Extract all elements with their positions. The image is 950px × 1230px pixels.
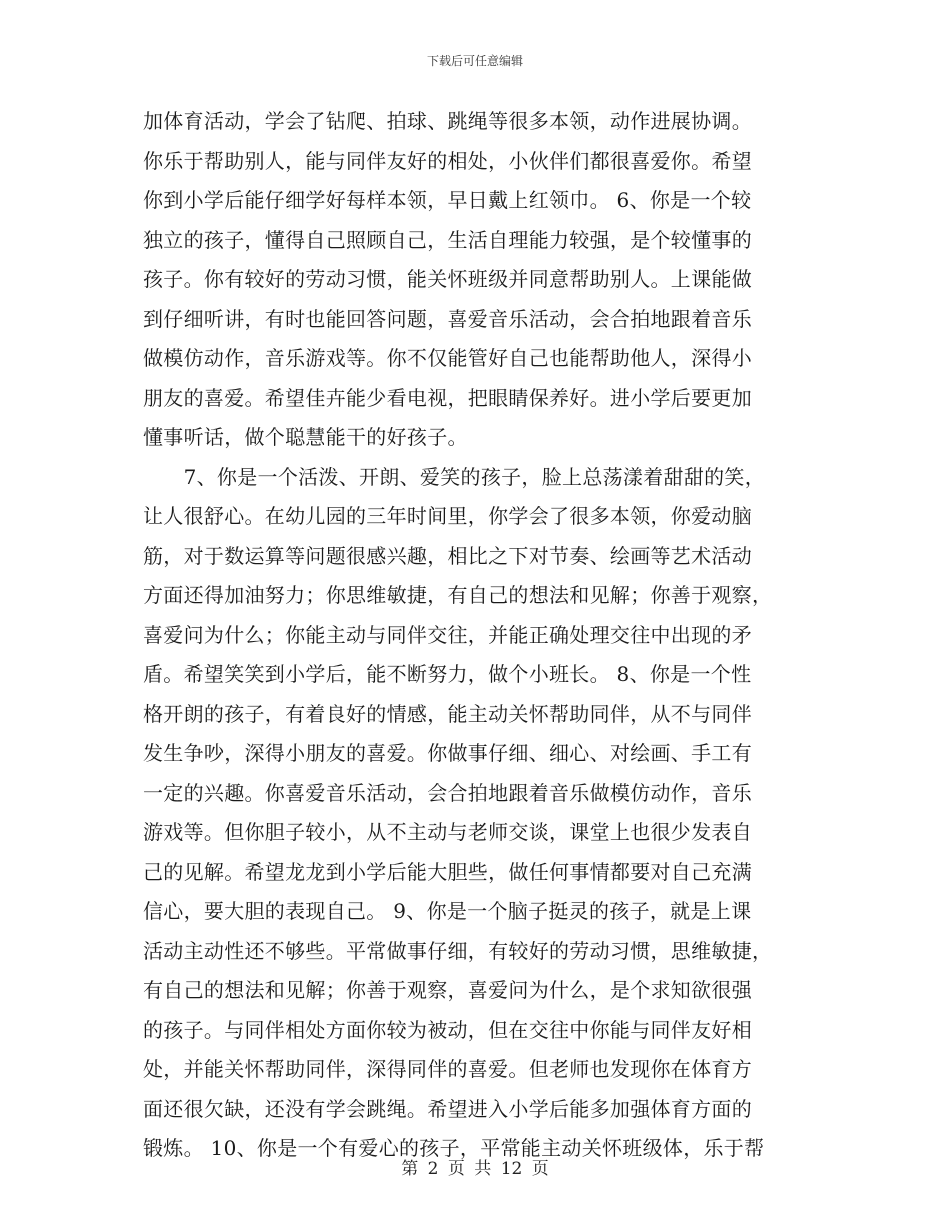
text-line: 你到小学后能仔细学好每样本领，早日戴上红领巾。 6、你是一个较 <box>143 188 752 212</box>
page-header: 下载后可任意编辑 <box>426 54 523 68</box>
text-line: 锻炼。 10、你是一个有爱心的孩子，平常能主动关怀班级体，乐于帮 <box>143 1136 765 1160</box>
text-line: 方面还得加油努力；你思维敏捷，有自己的想法和见解；你善于观察， <box>143 583 773 607</box>
text-line: 格开朗的孩子，有着良好的情感，能主动关怀帮助同伴，从不与同伴 <box>143 701 752 726</box>
text-line: 筋，对于数运算等问题很感兴趣，相比之下对节奏、绘画等艺术活动 <box>143 543 752 568</box>
text-line: 你乐于帮助别人，能与同伴友好的相处，小伙伴们都很喜爱你。希望 <box>143 148 752 173</box>
text-line: 发生争吵，深得小朋友的喜爱。你做事仔细、细心、对绘画、手工有 <box>143 741 752 765</box>
text-line: 加体育活动，学会了钻爬、拍球、跳绳等很多本领，动作进展协调。 <box>143 109 752 133</box>
text-line: 到仔细听讲，有时也能回答问题，喜爱音乐活动，会合拍地跟着音乐 <box>143 306 752 331</box>
text-line: 有自己的想法和见解；你善于观察，喜爱问为什么，是个求知欲很强 <box>143 978 752 1002</box>
text-line: 一定的兴趣。你喜爱音乐活动，会合拍地跟着音乐做模仿动作，音乐 <box>143 780 752 805</box>
text-line: 处，并能关怀帮助同伴，深得同伴的喜爱。但老师也发现你在体育方 <box>143 1057 752 1081</box>
text-line: 信心，要大胆的表现自己。 9、你是一个脑子挺灵的孩子，就是上课 <box>143 899 752 923</box>
text-line: 面还很欠缺，还没有学会跳绳。希望进入小学后能多加强体育方面的 <box>143 1096 752 1121</box>
text-line: 己的见解。希望龙龙到小学后能大胆些，做任何事情都要对自己充满 <box>143 859 752 884</box>
text-line: 的孩子。与同伴相处方面你较为被动，但在交往中你能与同伴友好相 <box>143 1017 752 1042</box>
text-line: 独立的孩子，懂得自己照顾自己，生活自理能力较强，是个较懂事的 <box>143 227 752 252</box>
text-line: 盾。希望笑笑到小学后，能不断努力，做个小班长。 8、你是一个性 <box>143 662 752 686</box>
text-line: 做模仿动作，音乐游戏等。你不仅能管好自己也能帮助他人，深得小 <box>143 346 752 370</box>
text-line: 游戏等。但你胆子较小，从不主动与老师交谈，课堂上也很少发表自 <box>143 820 752 844</box>
body-text <box>143 102 815 1169</box>
text-line: 孩子。你有较好的劳动习惯，能关怀班级并同意帮助别人。上课能做 <box>143 267 752 291</box>
page-footer: 第 2 页 共 12 页 <box>401 1159 549 1179</box>
text-line: 让人很舒心。在幼儿园的三年时间里，你学会了很多本领，你爱动脑 <box>143 504 752 528</box>
text-line: 7、你是一个活泼、开朗、爱笑的孩子，脸上总荡漾着甜甜的笑， <box>143 464 766 489</box>
text-line: 活动主动性还不够些。平常做事仔细，有较好的劳动习惯，思维敏捷， <box>143 938 773 963</box>
text-line: 懂事听话，做个聪慧能干的好孩子。 <box>143 425 468 449</box>
text-line: 朋友的喜爱。希望佳卉能少看电视，把眼睛保养好。进小学后要更加 <box>143 385 752 410</box>
text-line: 喜爱问为什么；你能主动与同伴交往，并能正确处理交往中出现的矛 <box>143 622 752 647</box>
